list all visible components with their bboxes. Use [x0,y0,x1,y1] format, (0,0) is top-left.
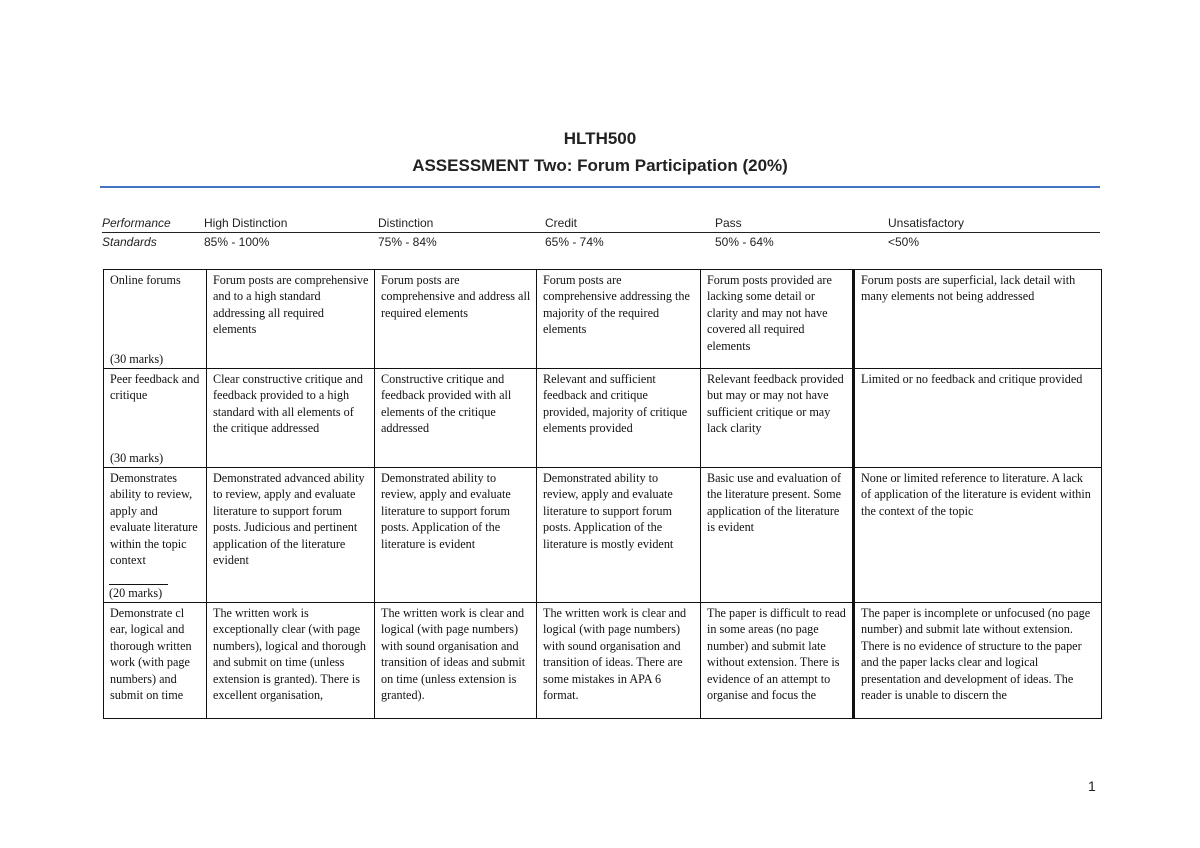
standards-row-grades [102,214,1100,233]
criterion-cell [104,369,207,468]
rubric-row-written-work [104,603,1102,719]
grade-credit: Credit [545,216,578,230]
range-distinction: 75% - 84% [378,235,437,249]
descriptor-pass: Forum posts provided are lacking some detail or clarity and may not have covered all required elements [701,270,854,369]
criterion-text: Peer feedback and critique [110,372,200,403]
descriptor-distinction: Demonstrated ability to review, apply and evaluate literature to support forum posts. Application of the literature is evident [375,468,537,603]
descriptor-unsatisfactory: Forum posts are superficial, lack detail with many elements not being addressed [854,270,1102,369]
criterion-cell [104,603,207,719]
range-credit: 65% - 74% [545,235,604,249]
rubric-row-peer-feedback [104,369,1102,468]
grade-high-distinction: High Distinction [204,216,288,230]
performance-standards [102,214,1100,251]
grade-distinction: Distinction [378,216,434,230]
standards-label: Standards [102,235,157,249]
rubric-row-literature [104,468,1102,603]
criterion-text: Demonstrates ability to review, apply and evaluate literature within the topic context [110,471,198,568]
descriptor-distinction: Forum posts are comprehensive and address all required elements [375,270,537,369]
range-unsatisfactory: <50% [888,235,920,249]
title-divider [100,186,1100,188]
rubric-row-online-forums [104,270,1102,369]
assessment-title: ASSESSMENT Two: Forum Participation (20%) [412,156,788,175]
descriptor-pass: The paper is difficult to read in some areas (no page number) and submit late without extension. There is evidence of an attempt to organise and focus the [701,603,854,719]
descriptor-pass: Relevant feedback provided but may or may not have sufficient critique or may lack clarity [701,369,854,468]
descriptor-distinction: Constructive critique and feedback provided with all elements of the critique addressed [375,369,537,468]
standards-row-ranges [102,233,1100,251]
descriptor-high-distinction: Forum posts are comprehensive and to a high standard addressing all required elements [207,270,375,369]
criterion-marks: (20 marks) [109,584,168,601]
descriptor-high-distinction: Clear constructive critique and feedback provided to a high standard with all elements of the critique addressed [207,369,375,468]
document-title-block [0,128,1200,177]
range-pass: 50% - 64% [715,235,774,249]
rubric-table [103,269,1102,719]
criterion-text: Online forums [110,273,181,287]
descriptor-unsatisfactory: The paper is incomplete or unfocused (no page number) and submit late without extension. There is no evidence of structure to the paper and the paper lacks clear and logical presentation and development of ideas. The reader is unable to discern the [854,603,1102,719]
criterion-text: Demonstrate cl ear, logical and thorough written work (with page numbers) and submit on time [110,606,192,703]
performance-label: Performance [102,216,171,230]
criterion-cell [104,468,207,603]
criterion-cell [104,270,207,369]
descriptor-credit: Forum posts are comprehensive addressing the majority of the required elements [537,270,701,369]
descriptor-distinction: The written work is clear and logical (with page numbers) with sound organisation and transition of ideas and submit on time (unless extension is granted). [375,603,537,719]
descriptor-unsatisfactory: Limited or no feedback and critique provided [854,369,1102,468]
descriptor-pass: Basic use and evaluation of the literature present. Some application of the literature is evident [701,468,854,603]
descriptor-credit: Relevant and sufficient feedback and critique provided, majority of critique elements provided [537,369,701,468]
descriptor-high-distinction: Demonstrated advanced ability to review, apply and evaluate literature to support forum posts. Judicious and pertinent application of the literature evident [207,468,375,603]
descriptor-credit: The written work is clear and logical (with page numbers) with sound organisation and transition of ideas. There are some mistakes in APA 6 format. [537,603,701,719]
range-high-distinction: 85% - 100% [204,235,270,249]
grade-pass: Pass [715,216,742,230]
grade-unsatisfactory: Unsatisfactory [888,216,965,230]
criterion-marks: (30 marks) [110,450,164,465]
criterion-marks: (30 marks) [110,351,164,366]
descriptor-high-distinction: The written work is exceptionally clear (with page numbers), logical and thorough and submit on time (unless extension is granted). There is excellent organisation, [207,603,375,719]
descriptor-credit: Demonstrated ability to review, apply and evaluate literature to support forum posts. Application of the literature is mostly evident [537,468,701,603]
descriptor-unsatisfactory: None or limited reference to literature. A lack of application of the literature is evident within the context of the topic [854,468,1102,603]
page-number: 1 [1088,778,1096,794]
course-code: HLTH500 [563,129,637,148]
